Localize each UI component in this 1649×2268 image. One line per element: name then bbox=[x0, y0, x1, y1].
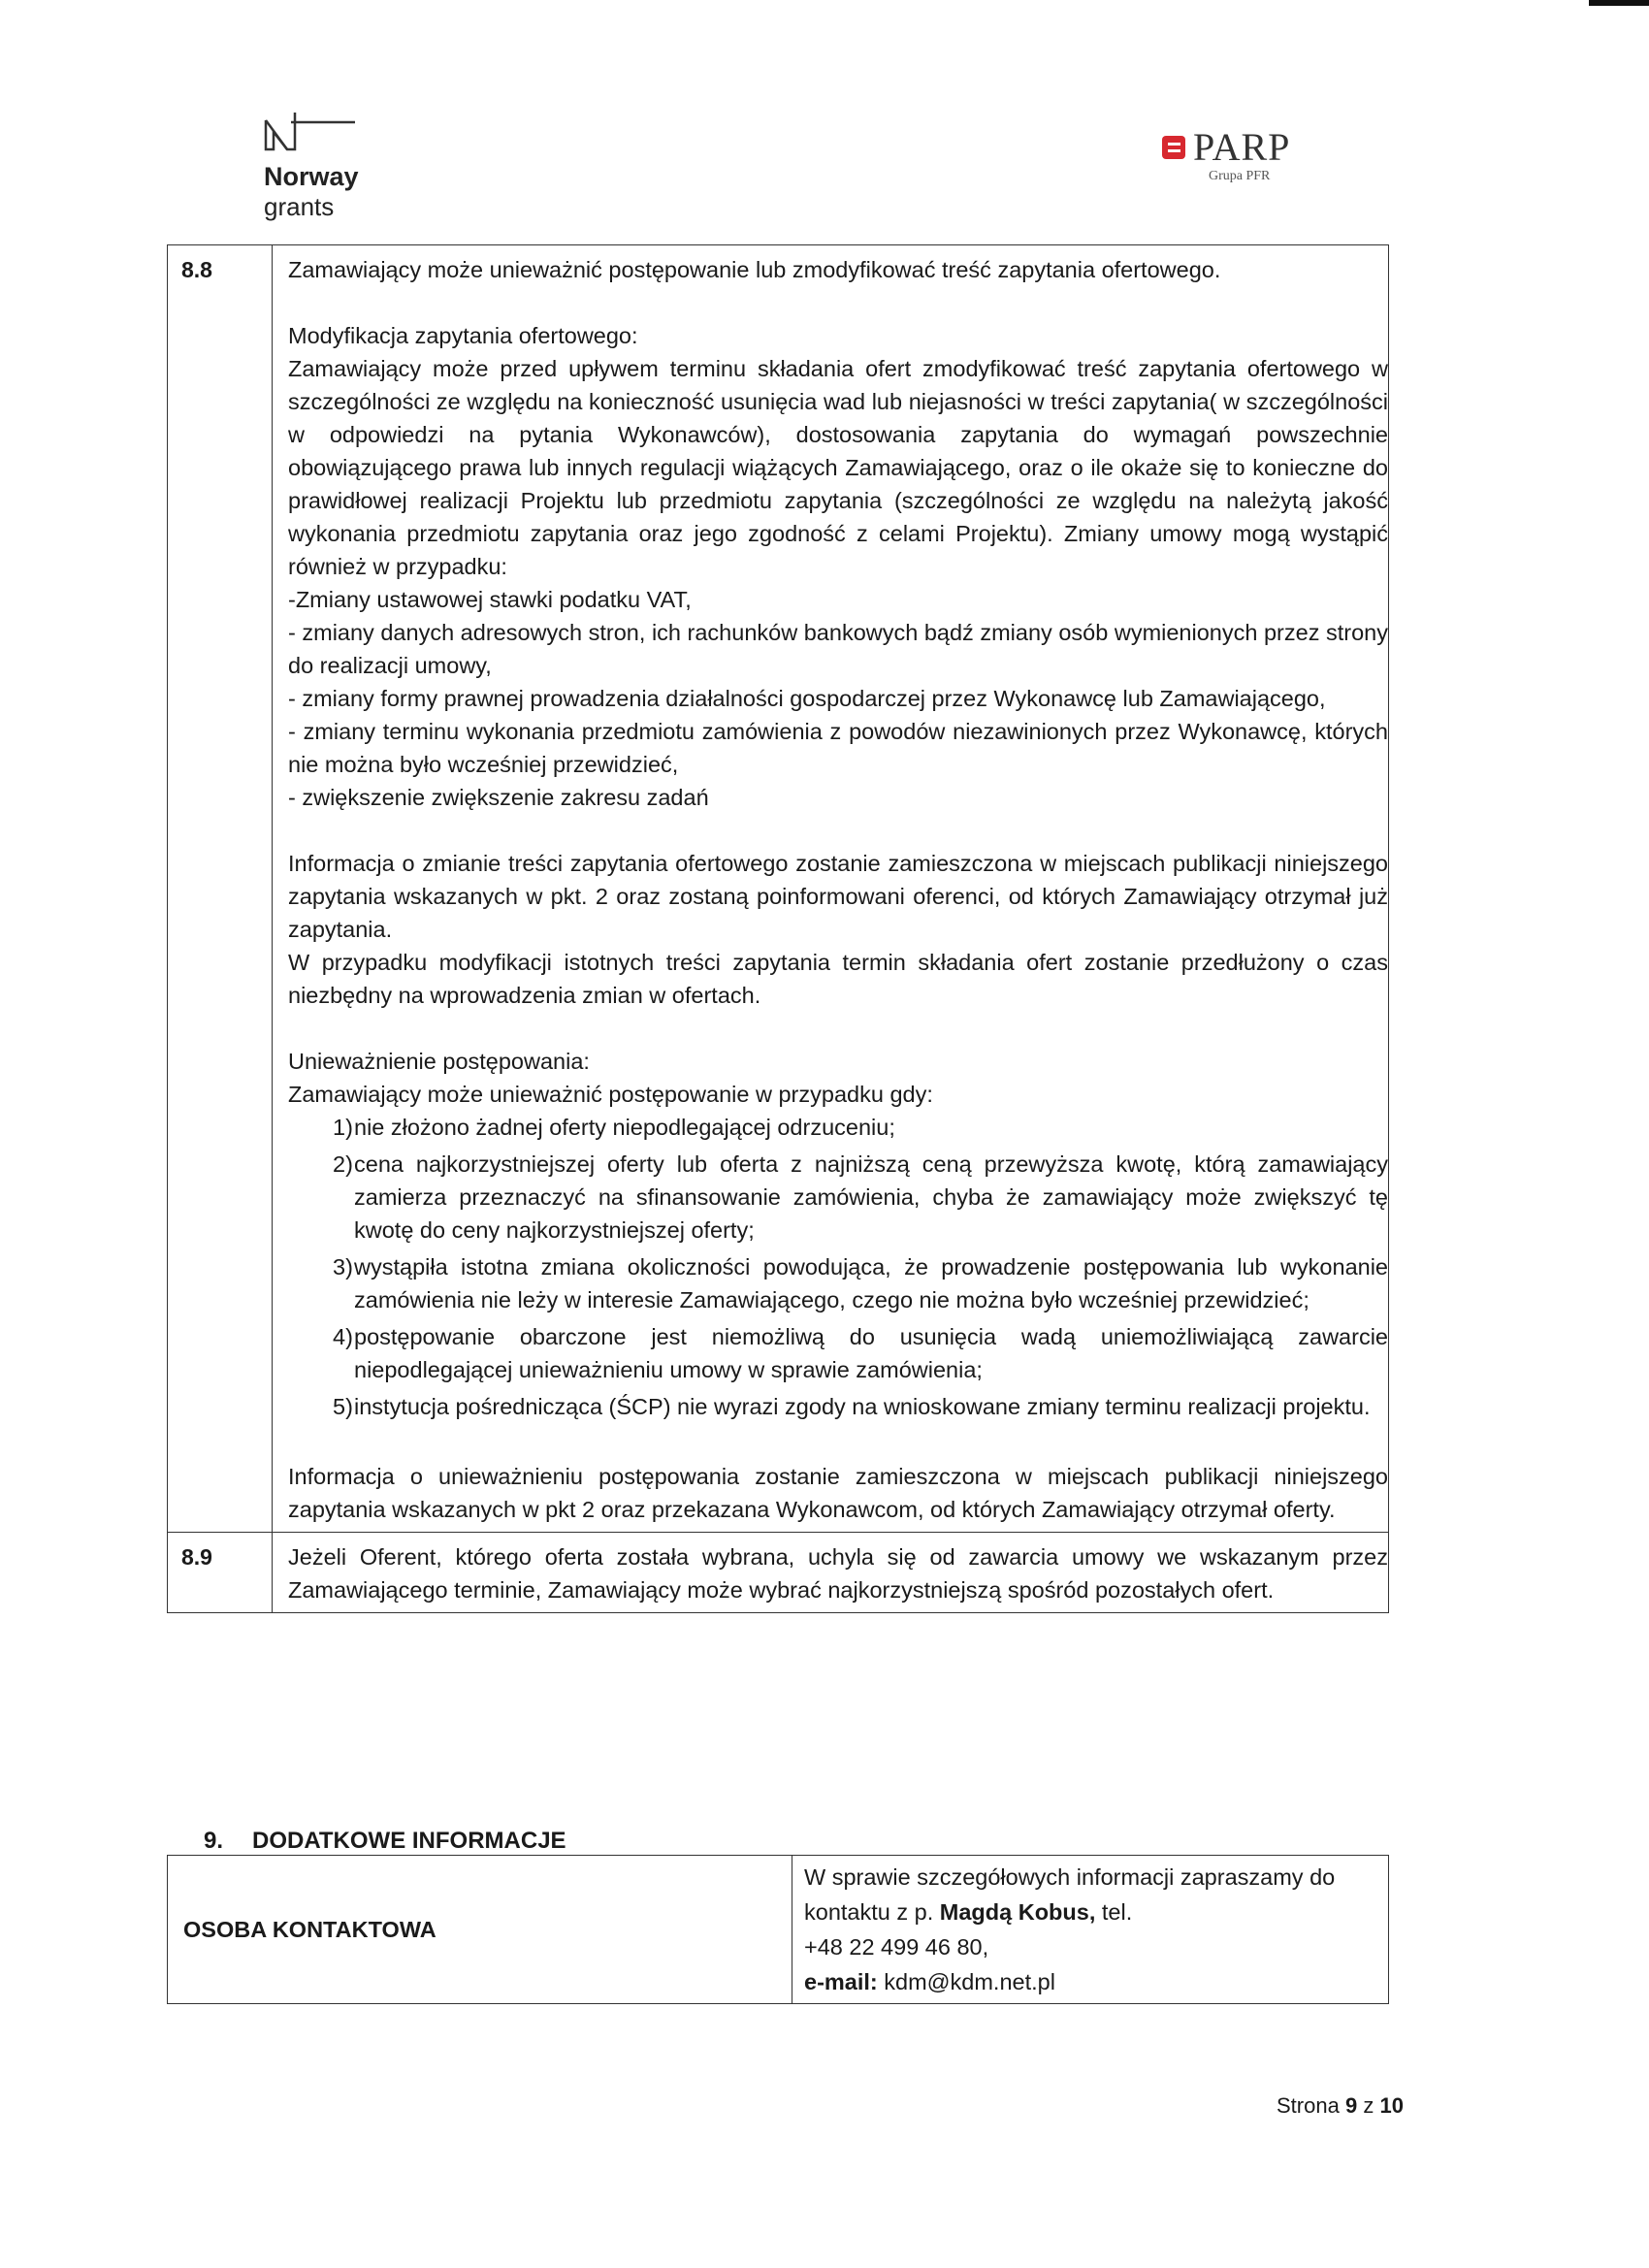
change-item: - zmiany terminu wykonania przedmiotu zamówienia z powodów niezawinionych przez Wykonawcę, których nie można było wcześniej przewidzieć, bbox=[288, 719, 1388, 777]
section-9-heading bbox=[204, 1828, 566, 1855]
parp-logo-subtitle: Grupa PFR bbox=[1209, 169, 1271, 183]
row-content bbox=[273, 245, 1389, 1533]
contact-row bbox=[168, 1856, 1389, 2004]
page-total: 10 bbox=[1379, 2093, 1404, 2118]
footer-mid: z bbox=[1363, 2093, 1374, 2118]
contact-name: Magdą Kobus, bbox=[939, 1899, 1096, 1925]
footer-prefix: Strona bbox=[1277, 2093, 1340, 2118]
contact-email: kdm@kdm.net.pl bbox=[884, 1969, 1055, 1994]
list-item bbox=[288, 1390, 1388, 1423]
logo-text-grants: grants bbox=[264, 192, 335, 221]
row-text: Jeżeli Oferent, którego oferta została wybrana, uchyla się od zawarcia umowy we wskazanym przez Zamawiającego terminie, Zamawiający może wybrać najkorzystniejszą spośród pozostałych ofert. bbox=[288, 1544, 1388, 1603]
norway-grants-icon bbox=[264, 109, 361, 153]
row-8-9 bbox=[168, 1533, 1389, 1613]
list-item-number: 5) bbox=[333, 1394, 353, 1419]
change-item: - zwiększenie zwiększenie zakresu zadań bbox=[288, 785, 709, 810]
section-8-table bbox=[167, 244, 1389, 1613]
scan-corner-mark bbox=[1589, 0, 1649, 6]
contact-table bbox=[167, 1855, 1389, 2004]
modification-body: Zamawiający może przed upływem terminu składania ofert zmodyfikować treść zapytania ofertowego w szczególności ze względu na konieczność usunięcia wad lub niejasności w treści zapytania( w szczególności w odpowiedzi na pytania Wykonawców), dostosowania zapytania do wymagań powszechnie obowiązującego prawa lub innych regulacji wiążących Zamawiającego, oraz o ile okaże się to konieczne do prawidłowej realizacji Projektu lub przedmiotu zapytania (szczególności ze względu na należytą jakość wykonania przedmiotu zapytania oraz jego zgodność z celami Projektu). Zmiany umowy mogą wystąpić również w przypadku: bbox=[288, 356, 1388, 579]
section-title: DODATKOWE INFORMACJE bbox=[252, 1828, 566, 1854]
change-item: -Zmiany ustawowej stawki podatku VAT, bbox=[288, 587, 692, 612]
list-item bbox=[288, 1111, 1388, 1144]
contact-label: OSOBA KONTAKTOWA bbox=[168, 1856, 792, 2004]
section-number: 9. bbox=[204, 1828, 224, 1854]
logo-text-norway: Norway bbox=[264, 162, 359, 191]
page-number: 9 bbox=[1344, 2093, 1358, 2118]
parp-logo-text: PARP bbox=[1193, 125, 1291, 169]
page-footer bbox=[1277, 2093, 1404, 2119]
list-item bbox=[288, 1148, 1388, 1247]
cancellation-info: Informacja o unieważnieniu postępowania zostanie zamieszczona w miejscach publikacji niniejszego zapytania wskazanych w pkt 2 oraz przekazana Wykonawcom, od których Zamawiający otrzymał oferty. bbox=[288, 1464, 1388, 1522]
row-content bbox=[273, 1533, 1389, 1613]
row-8-8 bbox=[168, 245, 1389, 1533]
list-item-text: postępowanie obarczone jest niemożliwą do usunięcia wadą uniemożliwiającą zawarcie niepodlegającej unieważnieniu umowy w sprawie zamówienia; bbox=[354, 1324, 1388, 1382]
list-item-number: 1) bbox=[333, 1115, 353, 1140]
change-item: - zmiany danych adresowych stron, ich rachunków bankowych bądź zmiany osób wymienionych przez strony do realizacji umowy, bbox=[288, 620, 1388, 678]
contact-tel-label: tel. bbox=[1101, 1899, 1133, 1925]
contact-text: W sprawie szczegółowych informacji zapraszamy do kontaktu z p. bbox=[804, 1864, 1336, 1925]
contact-details bbox=[792, 1856, 1389, 2004]
list-item-number: 2) bbox=[333, 1151, 353, 1177]
list-item-text: wystąpiła istotna zmiana okoliczności powodująca, że prowadzenie postępowania lub wykonanie zamówienia nie leży w interesie Zamawiającego, czego nie można było wcześniej przewidzieć; bbox=[354, 1254, 1388, 1312]
intro-text: Zamawiający może unieważnić postępowanie lub zmodyfikować treść zapytania ofertowego. bbox=[288, 257, 1221, 282]
deadline-note: W przypadku modyfikacji istotnych treści zapytania termin składania ofert zostanie przedłużony o czas niezbędny na wprowadzenia zmian w ofertach. bbox=[288, 950, 1388, 1008]
cancellation-list bbox=[288, 1111, 1388, 1423]
row-number: 8.9 bbox=[168, 1533, 273, 1613]
parp-icon bbox=[1162, 136, 1185, 159]
list-item-text: nie złożono żadnej oferty niepodlegającej odrzuceniu; bbox=[354, 1115, 895, 1140]
cancellation-intro: Zamawiający może unieważnić postępowanie w przypadku gdy: bbox=[288, 1082, 933, 1107]
row-number: 8.8 bbox=[168, 245, 273, 1533]
cancellation-heading: Unieważnienie postępowania: bbox=[288, 1049, 590, 1074]
contact-phone: +48 22 499 46 80, bbox=[804, 1934, 989, 1960]
list-item bbox=[288, 1250, 1388, 1316]
list-item-text: instytucja pośrednicząca (ŚCP) nie wyrazi zgody na wnioskowane zmiany terminu realizacji projektu. bbox=[354, 1394, 1371, 1419]
change-info-text: Informacja o zmianie treści zapytania ofertowego zostanie zamieszczona w miejscach publikacji niniejszego zapytania wskazanych w pkt. 2 oraz zostaną poinformowani oferenci, od których Zamawiający otrzymał już zapytania. bbox=[288, 851, 1388, 942]
parp-logo bbox=[1162, 125, 1327, 184]
norway-grants-logo bbox=[264, 109, 390, 221]
list-item-number: 4) bbox=[333, 1324, 353, 1349]
change-item: - zmiany formy prawnej prowadzenia działalności gospodarczej przez Wykonawcę lub Zamawiającego, bbox=[288, 686, 1326, 711]
list-item-number: 3) bbox=[333, 1254, 353, 1280]
email-label: e-mail: bbox=[804, 1969, 878, 1994]
modification-heading: Modyfikacja zapytania ofertowego: bbox=[288, 323, 638, 348]
list-item bbox=[288, 1320, 1388, 1386]
list-item-text: cena najkorzystniejszej oferty lub oferta z najniższą ceną przewyższa kwotę, którą zamawiający zamierza przeznaczyć na sfinansowanie zamówienia, chyba że zamawiający może zwiększyć tę kwotę do ceny najkorzystniejszej oferty; bbox=[354, 1151, 1388, 1243]
